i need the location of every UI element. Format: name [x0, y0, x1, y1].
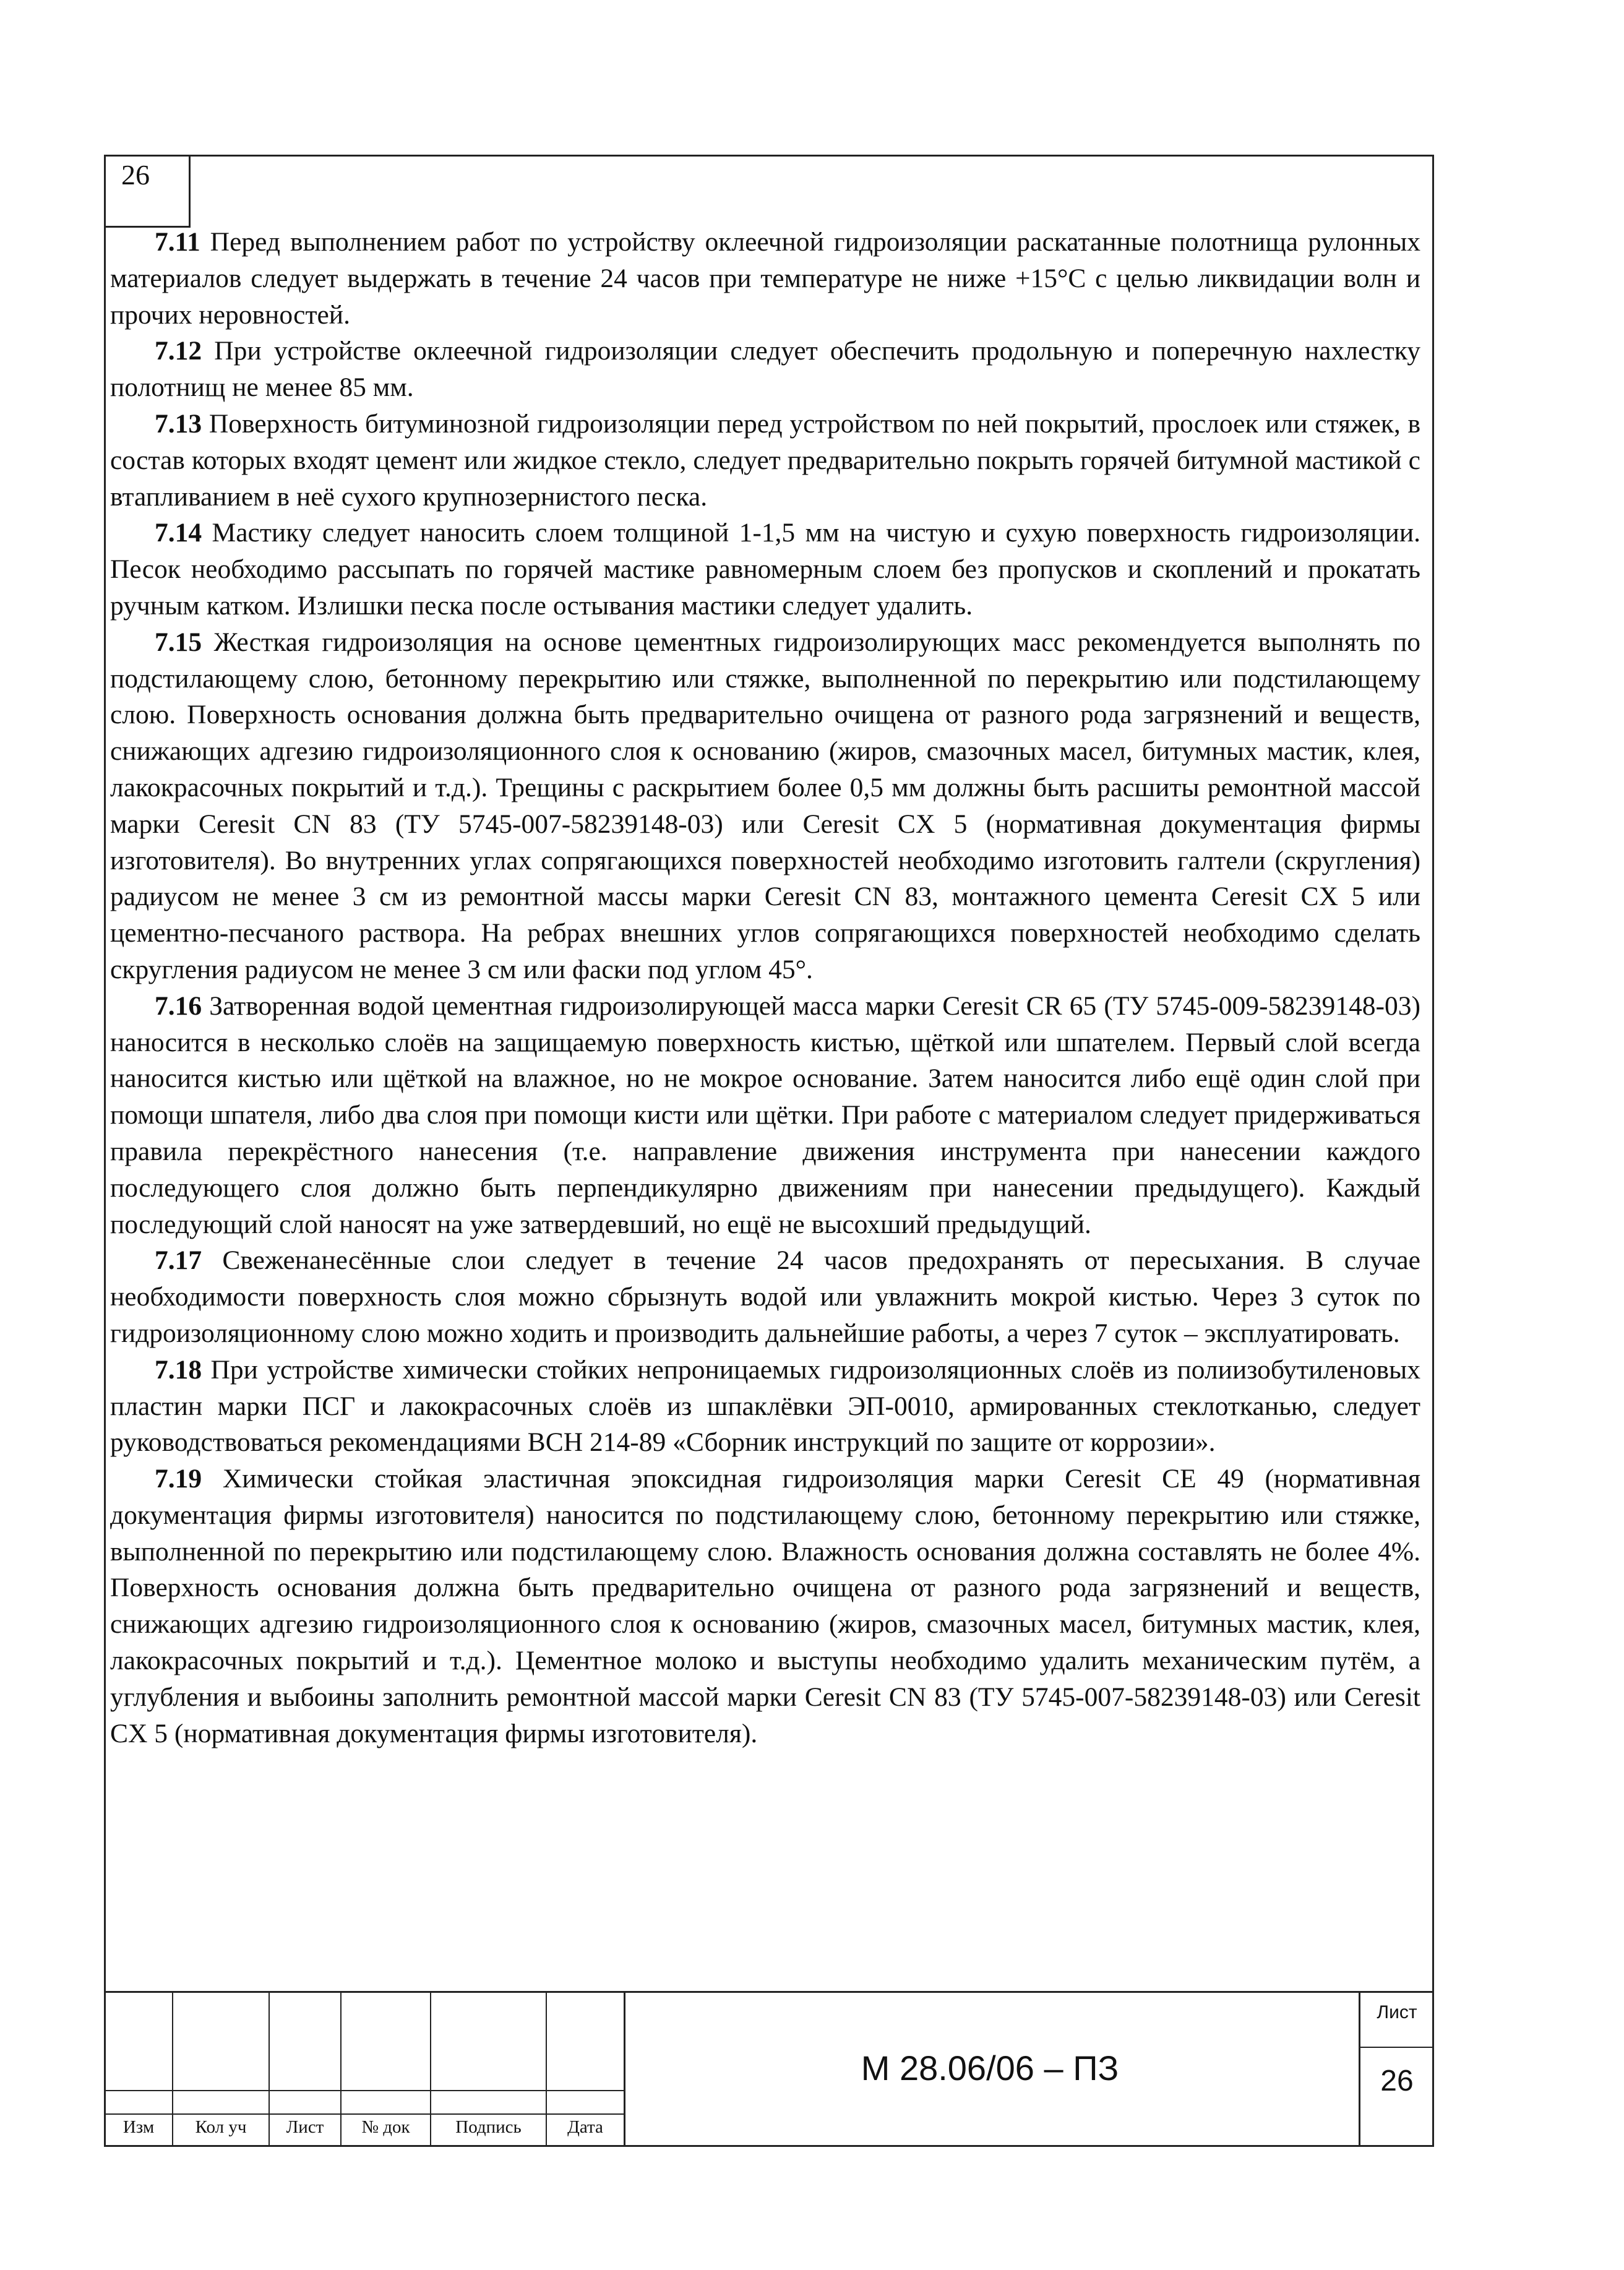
paragraph-7-11	[110, 224, 1420, 333]
column-kol-uch: Кол уч	[195, 2117, 247, 2137]
paragraph-number: 7.15	[155, 627, 202, 657]
paragraph-number: 7.12	[155, 336, 202, 366]
paragraph-7-12	[110, 333, 1420, 406]
paragraph-number: 7.14	[155, 518, 202, 548]
paragraph-text: Поверхность битуминозной гидроизоляции перед устройством по ней покрытий, прослоек или стяжек, в состав которых входят цемент или жидкое стекло, следует предварительно покрыть горячей битумной мастикой с втапливанием в неё сухого крупнозернистого песка.	[110, 408, 1420, 512]
paragraph-text: Жесткая гидроизоляция на основе цементных гидроизолирующих масс рекомендуется выполнять по подстилающему слою, бетонному перекрытию или стяжке, выполненной по перекрытию или подстилающему слою. Поверхность основания должна быть предварительно очищена от разного рода загрязнений и веществ, снижающих адгезию гидроизоляционного слоя к основанию (жиров, смазочных масел, битумных мастик, клея, лакокрасочных покрытий и т.д.). Трещины с раскрытием более 0,5 мм должны быть расшиты ремонтной массой марки Ceresit CN 83 (ТУ 5745-007-58239148-03) или Ceresit CX 5 (нормативная документация фирмы изготовителя). Во внутренних углах сопрягающихся поверхностей необходимо изготовить галтели (скругления) радиусом не менее 3 см из ремонтной массы марки Ceresit CN 83, монтажного цемента Ceresit CX 5 или цементно-песчаного раствора. На ребрах внешних углов сопрягающихся поверхностей необходимо сделать скругления радиусом не менее 3 см или фаски под углом 45°.	[110, 627, 1420, 984]
paragraph-number: 7.16	[155, 991, 202, 1021]
paragraph-number: 7.13	[155, 408, 202, 439]
paragraph-7-14	[110, 515, 1420, 624]
document-code: М 28.06/06 – ПЗ	[861, 2049, 1119, 2087]
paragraph-text: При устройстве оклеечной гидроизоляции следует обеспечить продольную и поперечную нахлестку полотнищ не менее 85 мм.	[110, 336, 1420, 403]
column-signature: Подпись	[455, 2117, 522, 2137]
paragraph-text: Свеженанесённые слои следует в течение 24 часов предохранять от пересыхания. В случае необходимости поверхность слоя можно сбрызнуть водой или увлажнить мокрой кистью. Через 3 суток по гидроизоляционному слою можно ходить и производить дальнейшие работы, а через 7 суток – эксплуатировать.	[110, 1245, 1420, 1348]
paragraph-text: Мастику следует наносить слоем толщиной 1-1,5 мм на чистую и сухую поверхность гидроизоляции. Песок необходимо рассыпать по горячей мастике равномерным слоем без пропусков и скоплений и прокатать ручным катком. Излишки песка после остывания мастики следует удалить.	[110, 518, 1420, 621]
corner-page-number: 26	[121, 159, 150, 191]
sheet-number: 26	[1380, 2065, 1414, 2097]
paragraph-7-17	[110, 1242, 1420, 1351]
paragraph-number: 7.17	[155, 1245, 202, 1276]
sheet-label: Лист	[1377, 2002, 1417, 2023]
paragraph-7-19	[110, 1461, 1420, 1752]
paragraph-number: 7.19	[155, 1464, 202, 1494]
paragraph-text: При устройстве химически стойких непроницаемых гидроизоляционных слоёв из полиизобутиленовых пластин марки ПСГ и лакокрасочных слоёв из шпаклёвки ЭП-0010, армированных стеклотканью, следует руководствоваться рекомендациями ВСН 214-89 «Сборник инструкций по защите от коррозии».	[110, 1354, 1420, 1458]
paragraph-7-16	[110, 988, 1420, 1243]
column-doc-number: № док	[361, 2117, 410, 2137]
paragraph-number: 7.11	[155, 227, 200, 257]
column-list: Лист	[286, 2117, 324, 2137]
paragraph-text: Затворенная водой цементная гидроизолирующей масса марки Ceresit CR 65 (ТУ 5745-009-58239148-03) наносится в несколько слоёв на защищаемую поверхность кистью, щёткой или шпателем. Первый слой всегда наносится кистью или щёткой на влажное, но не мокрое основание. Затем наносится либо ещё один слой при помощи шпателя, либо два слоя при помощи кисти или щётки. При работе с материалом следует придерживаться правила перекрёстного нанесения (т.е. направление движения инструмента при нанесении каждого последующего слоя должно быть перпендикулярно движениям при нанесении предыдущего). Каждый последующий слой наносят на уже затвердевший, но ещё не высохший предыдущий.	[110, 991, 1420, 1239]
column-izm: Изм	[122, 2117, 155, 2137]
paragraph-7-13	[110, 406, 1420, 515]
title-block-top-border	[104, 1991, 1434, 1993]
document-body	[110, 224, 1420, 1752]
paragraph-text: Химически стойкая эластичная эпоксидная гидроизоляция марки Ceresit CE 49 (нормативная документация фирмы изготовителя) наносится по подстилающему слою, бетонному перекрытию или стяжке, выполненной по перекрытию или подстилающему слою. Влажность основания должна составлять не более 4%. Поверхность основания должна быть предварительно очищена от разного рода загрязнений и веществ, снижающих адгезию гидроизоляционного слоя к основанию (жиров, смазочных масел, битумных мастик, клея, лакокрасочных покрытий и т.д.). Цементное молоко и выступы необходимо удалить механическим путём, а углубления и выбоины заполнить ремонтной массой марки Ceresit CN 83 (ТУ 5745-007-58239148-03) или Ceresit CX 5 (нормативная документация фирмы изготовителя).	[110, 1464, 1420, 1748]
column-date: Дата	[567, 2117, 603, 2137]
paragraph-7-15	[110, 624, 1420, 988]
sheet-cell-divider	[1360, 2047, 1434, 2048]
paragraph-text: Перед выполнением работ по устройству оклеечной гидроизоляции раскатанные полотнища рулонных материалов следует выдержать в течение 24 часов при температуре не ниже +15°С с целью ликвидации волн и прочих неровностей.	[110, 227, 1420, 330]
paragraph-number: 7.18	[155, 1354, 202, 1385]
paragraph-7-18	[110, 1352, 1420, 1461]
